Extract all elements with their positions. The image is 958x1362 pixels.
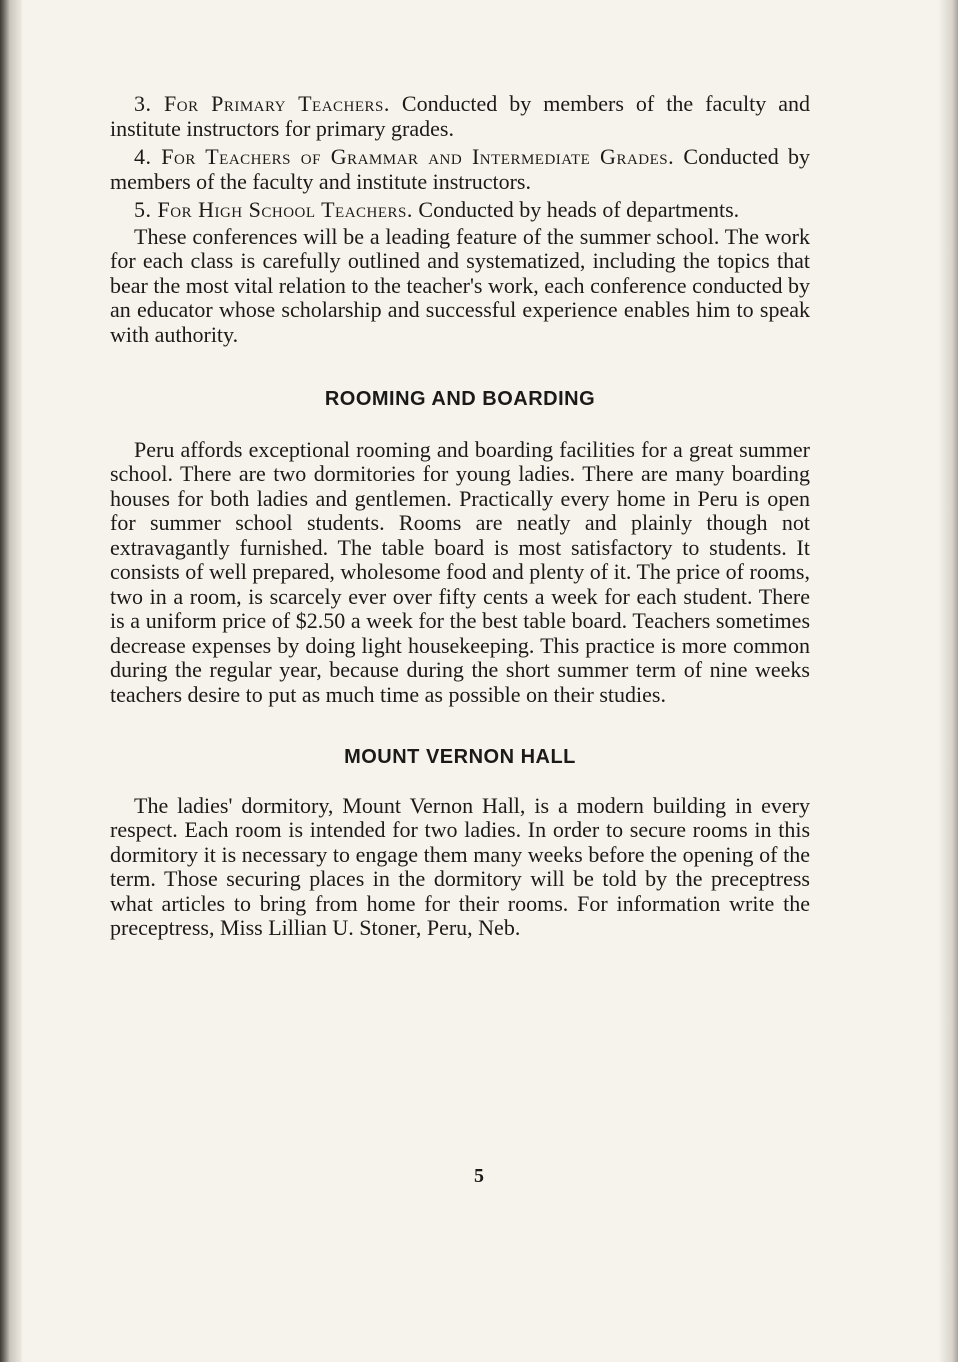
page-content [110,92,810,941]
conference-item-text: Conducted by members of the faculty and institute instructors for primary grades. [110,91,810,141]
conference-item [110,198,810,223]
page-edge-shadow [938,0,958,1362]
conference-item-text: Conducted by heads of departments. [412,197,740,222]
conferences-paragraph: These conferences will be a leading feature of the summer school. The work for each class is carefully outlined and systematized, including the topics that bear the most vital relation to the teacher's work, each conference conducted by an educator whose scholarship and successful experience enables him to speak with authority. [110,223,810,347]
conference-item-lead: 5. For High School Teachers. [134,197,413,222]
conference-item-lead: 4. For Teachers of Grammar and Intermediate Grades. [134,144,675,169]
page-number: 5 [474,1165,484,1187]
book-binding-shadow [0,0,22,1362]
mount-vernon-paragraph: The ladies' dormitory, Mount Vernon Hall, is a modern building in every respect. Each room is intended for two ladies. In order to secure rooms in this dormitory it is necessary to engage them many weeks before the opening of the term. Those securing places in the dormitory will be told by the preceptress what articles to bring from home for their rooms. For information write the preceptress, Miss Lillian U. Stoner, Peru, Neb. [110,792,810,940]
rooming-heading: ROOMING AND BOARDING [324,388,596,410]
conference-item [110,92,810,141]
mount-vernon-heading: MOUNT VERNON HALL [344,746,576,768]
conference-item-text: Conducted by members of the faculty and institute instructors. [110,144,810,194]
conference-item [110,145,810,194]
conference-item-lead: 3. For Primary Teachers. [134,91,390,116]
rooming-paragraph: Peru affords exceptional rooming and boarding facilities for a great summer school. There are two dormitories for young ladies. There are many boarding houses for both ladies and gentlemen. Practically every home in Peru is open for summer school students. Rooms are neatly and plainly though not extravagantly furnished. The table board is most satisfactory to students. It consists of well prepared, wholesome food and plenty of it. The price of rooms, two in a room, is scarcely ever over fifty cents a week for each student. There is a uniform price of $2.50 a week for the best table board. Teachers sometimes decrease expenses by doing light housekeeping. This practice is more common during the regular year, because during the short summer term of nine weeks teachers desire to put as much time as possible on their studies. [110,436,810,707]
